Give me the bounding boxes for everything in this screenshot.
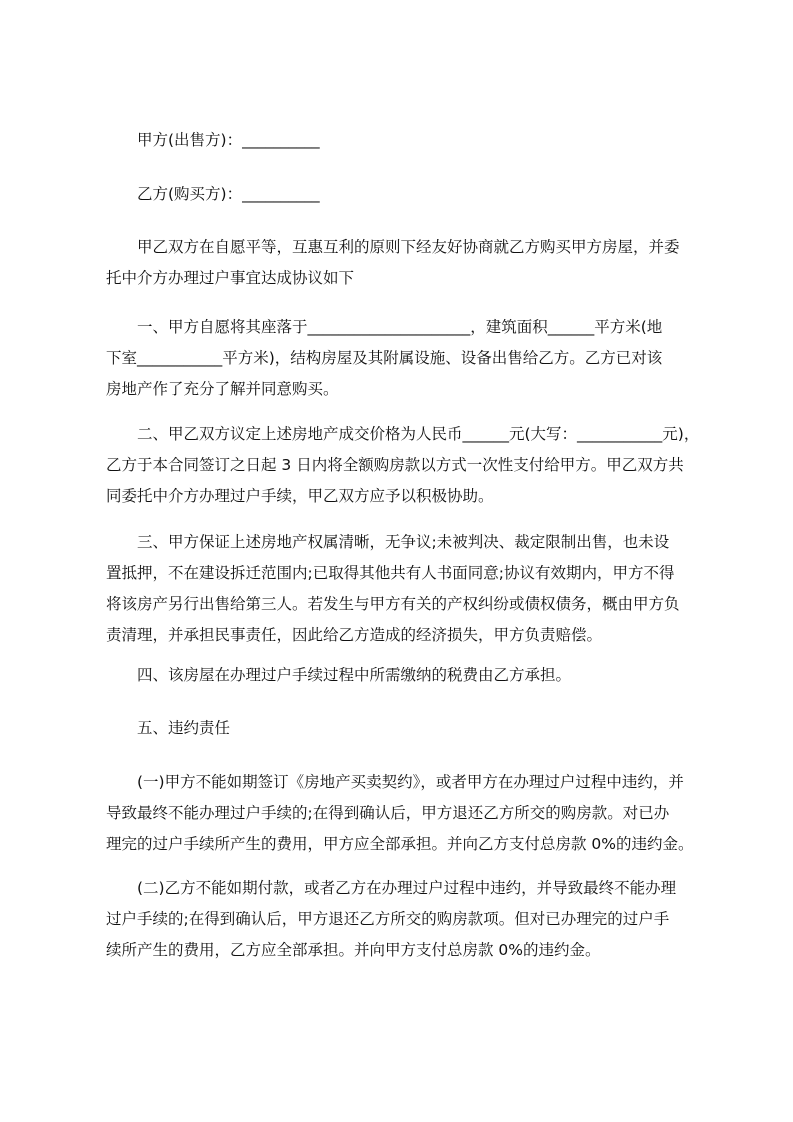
clause-2-line: 同委托中介方办理过户手续，甲乙双方应予以积极协助。 [106, 487, 494, 505]
clause-3-line: 责清理，并承担民事责任，因此给乙方造成的经济损失，甲方负责赔偿。 [106, 626, 603, 644]
clause-5-1-line: (一)甲方不能如期签订《房地产买卖契约》，或者甲方在办理过户过程中违约，并 [106, 773, 684, 791]
clause-3-paragraph [106, 527, 716, 651]
clause-5-2-paragraph [106, 873, 716, 966]
party-a-text: 甲方(出售方)：__________ [137, 131, 320, 149]
clause-3-line: 三、甲方保证上述房地产权属清晰，无争议;未被判决、裁定限制出售，也未设 [106, 533, 670, 551]
clause-4-line: 四、该房屋在办理过户手续过程中所需缴纳的税费由乙方承担。 [106, 666, 572, 684]
intro-line: 甲乙双方在自愿平等，互惠互利的原则下经友好协商就乙方购买甲方房屋，并委 [106, 238, 680, 256]
clause-5-2-line: 过户手续的;在得到确认后，甲方退还乙方所交的购房款项。但对已办理完的过户手 [106, 910, 670, 928]
clause-2-line: 二、甲乙双方议定上述房地产成交价格为人民币______元(大写：___________元)， [106, 425, 700, 443]
clause-2-line: 乙方于本合同签订之日起 3 日内将全额购房款以方式一次性支付给甲方。甲乙双方共 [106, 456, 684, 474]
clause-5-title [106, 713, 716, 744]
clause-5-1-line: 理完的过户手续所产生的费用，甲方应全部承担。并向乙方支付总房款 0%的违约金。 [106, 835, 694, 853]
clause-1-line: 一、甲方自愿将其座落于_____________________，建筑面积______平方米(地 [106, 318, 663, 336]
party-b-line [106, 179, 716, 210]
party-a-line [106, 125, 716, 156]
clause-1-paragraph [106, 312, 716, 405]
clause-5-1-line: 导致最终不能办理过户手续的;在得到确认后，甲方退还乙方所交的购房款。对已办 [106, 804, 670, 822]
clause-4-paragraph [106, 660, 716, 691]
party-b-text: 乙方(购买方)：__________ [137, 185, 320, 203]
clause-5-2-line: 续所产生的费用，乙方应全部承担。并向甲方支付总房款 0%的违约金。 [106, 941, 601, 959]
intro-line: 托中介方办理过户事宜达成协议如下 [106, 269, 355, 287]
clause-3-line: 置抵押，不在建设拆迁范围内;已取得其他共有人书面同意;协议有效期内，甲方不得 [106, 564, 675, 582]
clause-1-line: 房地产作了充分了解并同意购买。 [106, 380, 339, 398]
clause-5-2-line: (二)乙方不能如期付款，或者乙方在办理过户过程中违约，并导致最终不能办理 [106, 879, 677, 897]
clause-1-line: 下室___________平方米)，结构房屋及其附属设施、设备出售给乙方。乙方已对该 [106, 349, 663, 367]
clause-2-paragraph [106, 419, 716, 512]
clause-5-title-text: 五、违约责任 [106, 719, 231, 737]
intro-paragraph [106, 232, 716, 294]
clause-3-line: 将该房产另行出售给第三人。若发生与甲方有关的产权纠纷或债权债务，概由甲方负 [106, 595, 680, 613]
clause-5-1-paragraph [106, 767, 716, 860]
